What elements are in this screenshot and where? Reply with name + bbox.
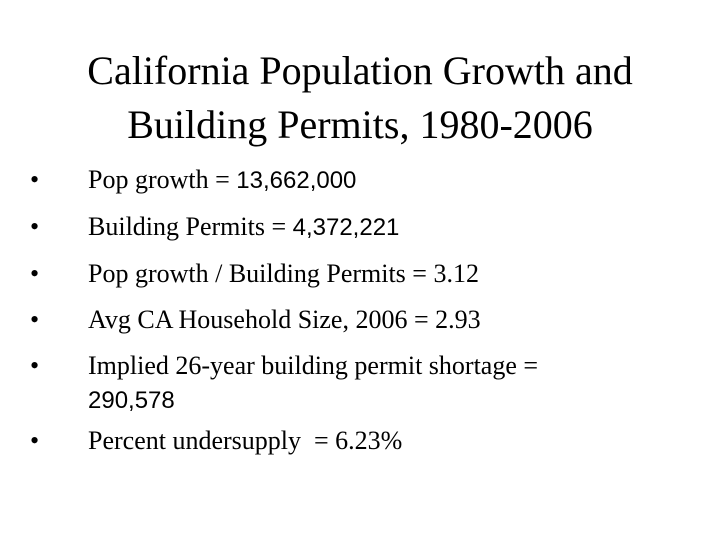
bullet-undersupply: • Percent undersupply = 6.23% [28,424,708,458]
bullet-list [28,163,708,470]
bullet-icon: • [30,259,40,288]
bullet-building-permits: • Building Permits = 4,372,221 [28,210,708,245]
bullet-household-size: • Avg CA Household Size, 2006 = 2.93 [28,303,708,337]
bullet-icon: • [30,426,40,455]
bullet-ratio: • Pop growth / Building Permits = 3.12 [28,257,708,291]
bullet-shortage: • Implied 26-year building permit shortage = 290,578 [30,351,545,414]
title-line-1: California Population Growth and [87,48,633,93]
slide-title [0,44,720,152]
bullet-pop-growth: • Pop growth = 13,662,000 [28,163,708,198]
bullet-icon: • [30,351,40,380]
bullet-icon: • [30,212,40,241]
title-line-2: Building Permits, 1980-2006 [127,102,593,147]
bullet-icon: • [30,165,40,194]
bullet-icon: • [30,305,40,334]
